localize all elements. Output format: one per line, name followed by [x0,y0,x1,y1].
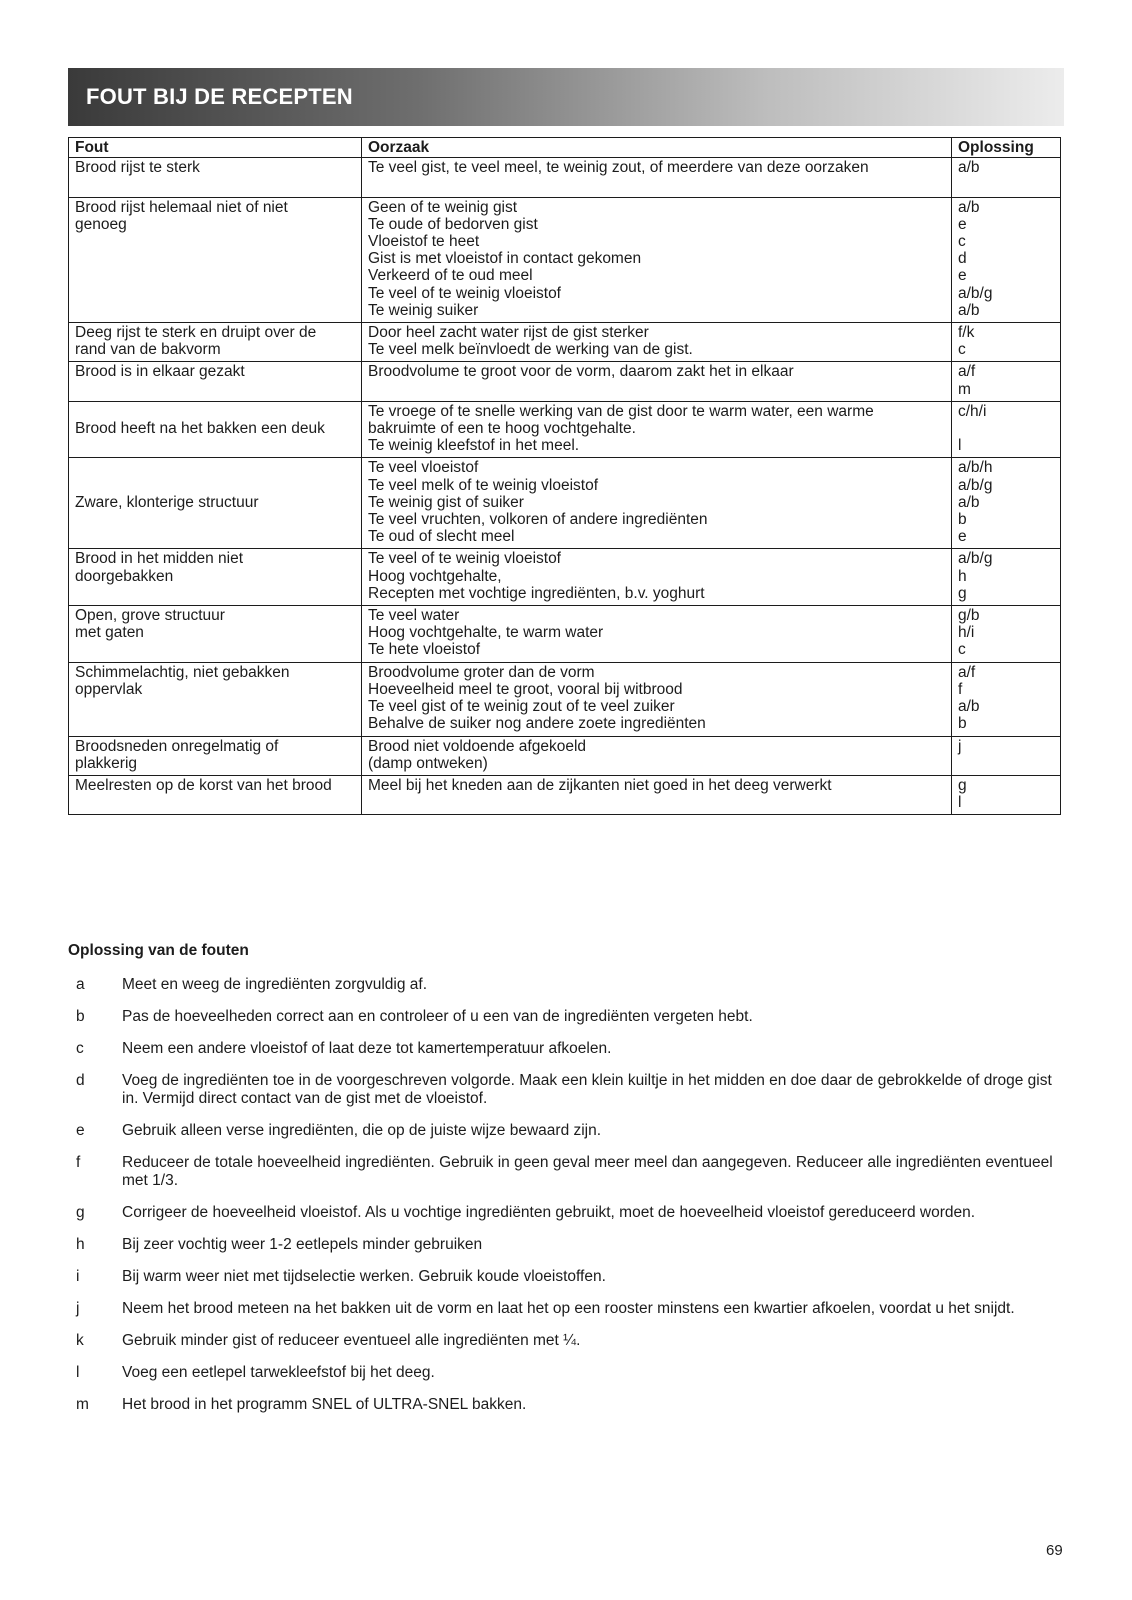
solution-cell [952,549,1061,606]
solution-cell-line: f/k [958,324,975,342]
cause-cell-line: Te veel vloeistof [368,459,479,477]
table-row [69,362,1061,401]
cause-cell-line: Meel bij het kneden aan de zijkanten niet goed in het deeg verwerkt [368,776,832,794]
fault-cell [69,606,362,663]
cause-cell-line: Geen of te weinig gist [368,198,518,216]
solution-key: f [76,1154,81,1171]
solution-cell-line: a/b/h [958,459,993,477]
list-item [68,1364,1058,1382]
header-solution: Oplossing [952,138,1061,158]
solution-cell-line: f [958,680,963,698]
solution-text: Pas de hoeveelheden correct aan en controleer of u een van de ingrediënten vergeten hebt. [122,1008,753,1025]
fault-cell [69,775,362,814]
cause-cell-line: Te veel of te weinig vloeistof [368,550,561,568]
fault-cell [69,662,362,736]
solution-key: i [76,1268,80,1285]
solution-cell [952,775,1061,814]
cause-cell-line: Hoog vochtgehalte, [368,567,502,585]
list-item [68,1204,1058,1222]
fault-cell [69,158,362,197]
solution-key: g [76,1204,85,1221]
fault-cell [69,458,362,549]
solution-cell-line: m [958,380,971,398]
cause-cell-line: Brood niet voldoende afgekoeld [368,737,587,755]
fault-cell [69,549,362,606]
table-row [69,775,1061,814]
cause-cell-line: Verkeerd of te oud meel [368,267,533,285]
cause-cell-line: Te veel of te weinig vloeistof [368,284,561,302]
solution-cell [952,197,1061,322]
solution-text: Voeg de ingrediënten toe in de voorgeschreven volgorde. Maak een klein kuiltje in het midden en doe daar de gebrokkelde of droge gist in. Vermijd direct contact van de gist met de vloeistof. [122,1072,1052,1107]
solution-cell-line: c [958,233,966,251]
cause-cell-line: Te veel water [368,607,460,625]
solution-cell-line: a/b [958,159,980,177]
solution-cell-line: e [958,267,967,285]
solution-key: h [76,1236,85,1253]
solution-text: Reduceer de totale hoeveelheid ingrediënten. Gebruik in geen geval meer meel dan aangegeven. Reduceer alle ingrediënten eventueel met 1/3. [122,1154,1053,1189]
solution-text: Het brood in het programm SNEL of ULTRA-SNEL bakken. [122,1396,527,1413]
header-fault: Fout [69,138,362,158]
cause-cell [362,606,952,663]
cause-cell-line: Te weinig kleefstof in het meel. [368,437,580,455]
table-row [69,323,1061,362]
page-number: 69 [1046,1542,1063,1559]
list-item [68,976,1058,994]
solution-cell [952,736,1061,775]
fault-cell-line: met gaten [75,624,144,642]
fault-cell-line: Brood is in elkaar gezakt [75,363,245,381]
fault-cell-line: Brood rijst helemaal niet of niet [75,198,288,216]
solution-cell-line: b [958,715,967,733]
solutions-heading: Oplossing van de fouten [68,942,249,959]
solution-text: Gebruik alleen verse ingrediënten, die op de juiste wijze bewaard zijn. [122,1122,602,1139]
solution-cell-line: a/b [958,198,980,216]
solution-cell-line [958,420,1054,437]
table-row [69,197,1061,322]
cause-cell-line: Broodvolume groter dan de vorm [368,663,595,681]
cause-cell-line: Recepten met vochtige ingrediënten, b.v. yoghurt [368,584,705,602]
solution-cell-line: h [958,567,967,585]
solution-text: Neem een andere vloeistof of laat deze tot kamertemperatuur afkoelen. [122,1040,612,1057]
fault-cell-line: Brood heeft na het bakken een deuk [75,420,325,438]
solution-text: Gebruik minder gist of reduceer eventueel alle ingrediënten met ¼. [122,1332,581,1349]
solution-key: k [76,1332,84,1349]
solution-key: b [76,1008,85,1025]
cause-cell-line: Te veel melk of te weinig vloeistof [368,476,599,494]
solution-cell-line: a/f [958,663,976,681]
solution-cell [952,458,1061,549]
solution-text: Bij warm weer niet met tijdselectie werken. Gebruik koude vloeistoffen. [122,1268,606,1285]
solution-cell [952,606,1061,663]
solution-cell [952,401,1061,458]
cause-cell-line: Te veel gist of te weinig zout of te veel zuiker [368,698,675,716]
solution-cell-line: a/f [958,363,976,381]
table-row [69,158,1061,197]
cause-cell-line: Te vroege of te snelle werking van de gist door te warm water, een warme [368,402,874,420]
solution-cell-line: c [958,641,966,659]
cause-cell-line: Te weinig gist of suiker [368,493,524,511]
fault-cell-line: Deeg rijst te sterk en druipt over de [75,324,317,342]
solution-cell-line: j [958,737,962,755]
cause-cell [362,158,952,197]
solution-text: Corrigeer de hoeveelheid vloeistof. Als u vochtige ingrediënten gebruikt, moet de hoeveelheid vloeistof gereduceerd worden. [122,1204,976,1221]
solution-key: l [76,1364,80,1381]
cause-cell-line: Te veel melk beïnvloedt de werking van de gist. [368,341,693,359]
solution-cell-line: d [958,250,967,268]
table-row [69,549,1061,606]
list-item [68,1040,1058,1058]
fault-cell-line: Broodsneden onregelmatig of [75,737,279,755]
table-row [69,736,1061,775]
solution-cell-line: l [958,437,962,455]
list-item [68,1332,1058,1350]
list-item [68,1008,1058,1026]
solution-key: m [76,1396,89,1413]
cause-cell [362,775,952,814]
solution-cell-line: b [958,511,967,529]
list-item [68,1300,1058,1318]
solution-cell-line: a/b/g [958,476,993,494]
cause-cell-line: Te hete vloeistof [368,641,481,659]
solution-cell-line: h/i [958,624,975,642]
solution-cell [952,158,1061,197]
fault-cell [69,197,362,322]
cause-cell-line: bakruimte of een te hoog vochtgehalte. [368,420,636,438]
fault-cell-line: Open, grove structuur [75,607,225,625]
solution-key: a [76,976,85,993]
fault-cell [69,362,362,401]
cause-cell-line: Door heel zacht water rijst de gist sterker [368,324,649,342]
solution-cell-line: c/h/i [958,402,987,420]
table-row [69,401,1061,458]
solution-key: c [76,1040,84,1057]
cause-cell-line: Te oud of slecht meel [368,528,515,546]
solution-cell-line: a/b [958,301,980,319]
cause-cell [362,736,952,775]
list-item [68,1072,1058,1108]
fault-cell-line: Brood rijst te sterk [75,159,200,177]
cause-cell-line: Te weinig suiker [368,301,479,319]
fault-cell-line: doorgebakken [75,567,174,585]
solution-key: d [76,1072,85,1089]
solution-text: Neem het brood meteen na het bakken uit de vorm en laat het op een rooster minstens een kwartier afkoelen, voordat u het snijdt. [122,1300,1015,1317]
fault-cell [69,323,362,362]
cause-cell-line: Behalve de suiker nog andere zoete ingrediënten [368,715,706,733]
fault-cell-line: Meelresten op de korst van het brood [75,776,332,794]
solution-text: Meet en weeg de ingrediënten zorgvuldig af. [122,976,428,993]
solution-text: Voeg een eetlepel tarwekleefstof bij het deeg. [122,1364,435,1381]
solution-cell [952,362,1061,401]
solution-cell-line: a/b [958,698,980,716]
solution-cell-line: g/b [958,607,980,625]
cause-cell [362,362,952,401]
cause-cell-line: Te veel gist, te veel meel, te weinig zout, of meerdere van deze oorzaken [368,159,869,177]
solution-cell-line: g [958,584,967,602]
list-item [68,1268,1058,1286]
cause-cell [362,549,952,606]
fault-cell-line: Schimmelachtig, niet gebakken [75,663,290,681]
cause-cell-line: Te veel vruchten, volkoren of andere ingrediënten [368,511,708,529]
header-cause: Oorzaak [362,138,952,158]
cause-cell [362,401,952,458]
solution-cell-line: c [958,341,966,359]
solution-cell-line: a/b/g [958,284,993,302]
solution-cell-line: l [958,794,962,812]
solution-cell-line: e [958,528,967,546]
fault-cell [69,401,362,458]
cause-cell-line: Vloeistof te heet [368,233,480,251]
solution-cell-line: a/b [958,493,980,511]
solution-text: Bij zeer vochtig weer 1-2 eetlepels minder gebruiken [122,1236,483,1253]
fault-cell-line: plakkerig [75,754,138,772]
fault-cell [69,736,362,775]
fault-cell-line: genoeg [75,215,127,233]
solution-key: j [76,1300,80,1317]
cause-cell-line: Hoeveelheid meel te groot, vooral bij witbrood [368,680,683,698]
fault-cell-line: rand van de bakvorm [75,341,221,359]
list-item [68,1236,1058,1254]
cause-cell-line: Gist is met vloeistof in contact gekomen [368,250,642,268]
solution-cell-line: a/b/g [958,550,993,568]
fault-cell-line: Brood in het midden niet [75,550,244,568]
cause-cell [362,323,952,362]
cause-cell [362,662,952,736]
cause-cell [362,458,952,549]
fault-cell-line: Zware, klonterige structuur [75,493,259,511]
troubleshooting-table [68,137,1061,815]
table-row [69,662,1061,736]
list-item [68,1122,1058,1140]
cause-cell [362,197,952,322]
fault-cell-line: oppervlak [75,680,143,698]
solution-key: e [76,1122,85,1139]
solutions-list [68,976,1058,1428]
list-item [68,1154,1058,1190]
table-header-row [69,138,1061,158]
table-row [69,606,1061,663]
solution-cell [952,323,1061,362]
section-title: FOUT BIJ DE RECEPTEN [86,84,353,109]
cause-cell-line [368,176,945,193]
table-row [69,458,1061,549]
solution-cell [952,662,1061,736]
solution-cell-line: g [958,776,967,794]
cause-cell-line: Broodvolume te groot voor de vorm, daarom zakt het in elkaar [368,363,794,381]
section-banner [68,68,1064,126]
solution-cell-line: e [958,215,967,233]
cause-cell-line: Te oude of bedorven gist [368,215,538,233]
cause-cell-line: (damp ontweken) [368,754,488,772]
list-item [68,1396,1058,1414]
cause-cell-line: Hoog vochtgehalte, te warm water [368,624,604,642]
